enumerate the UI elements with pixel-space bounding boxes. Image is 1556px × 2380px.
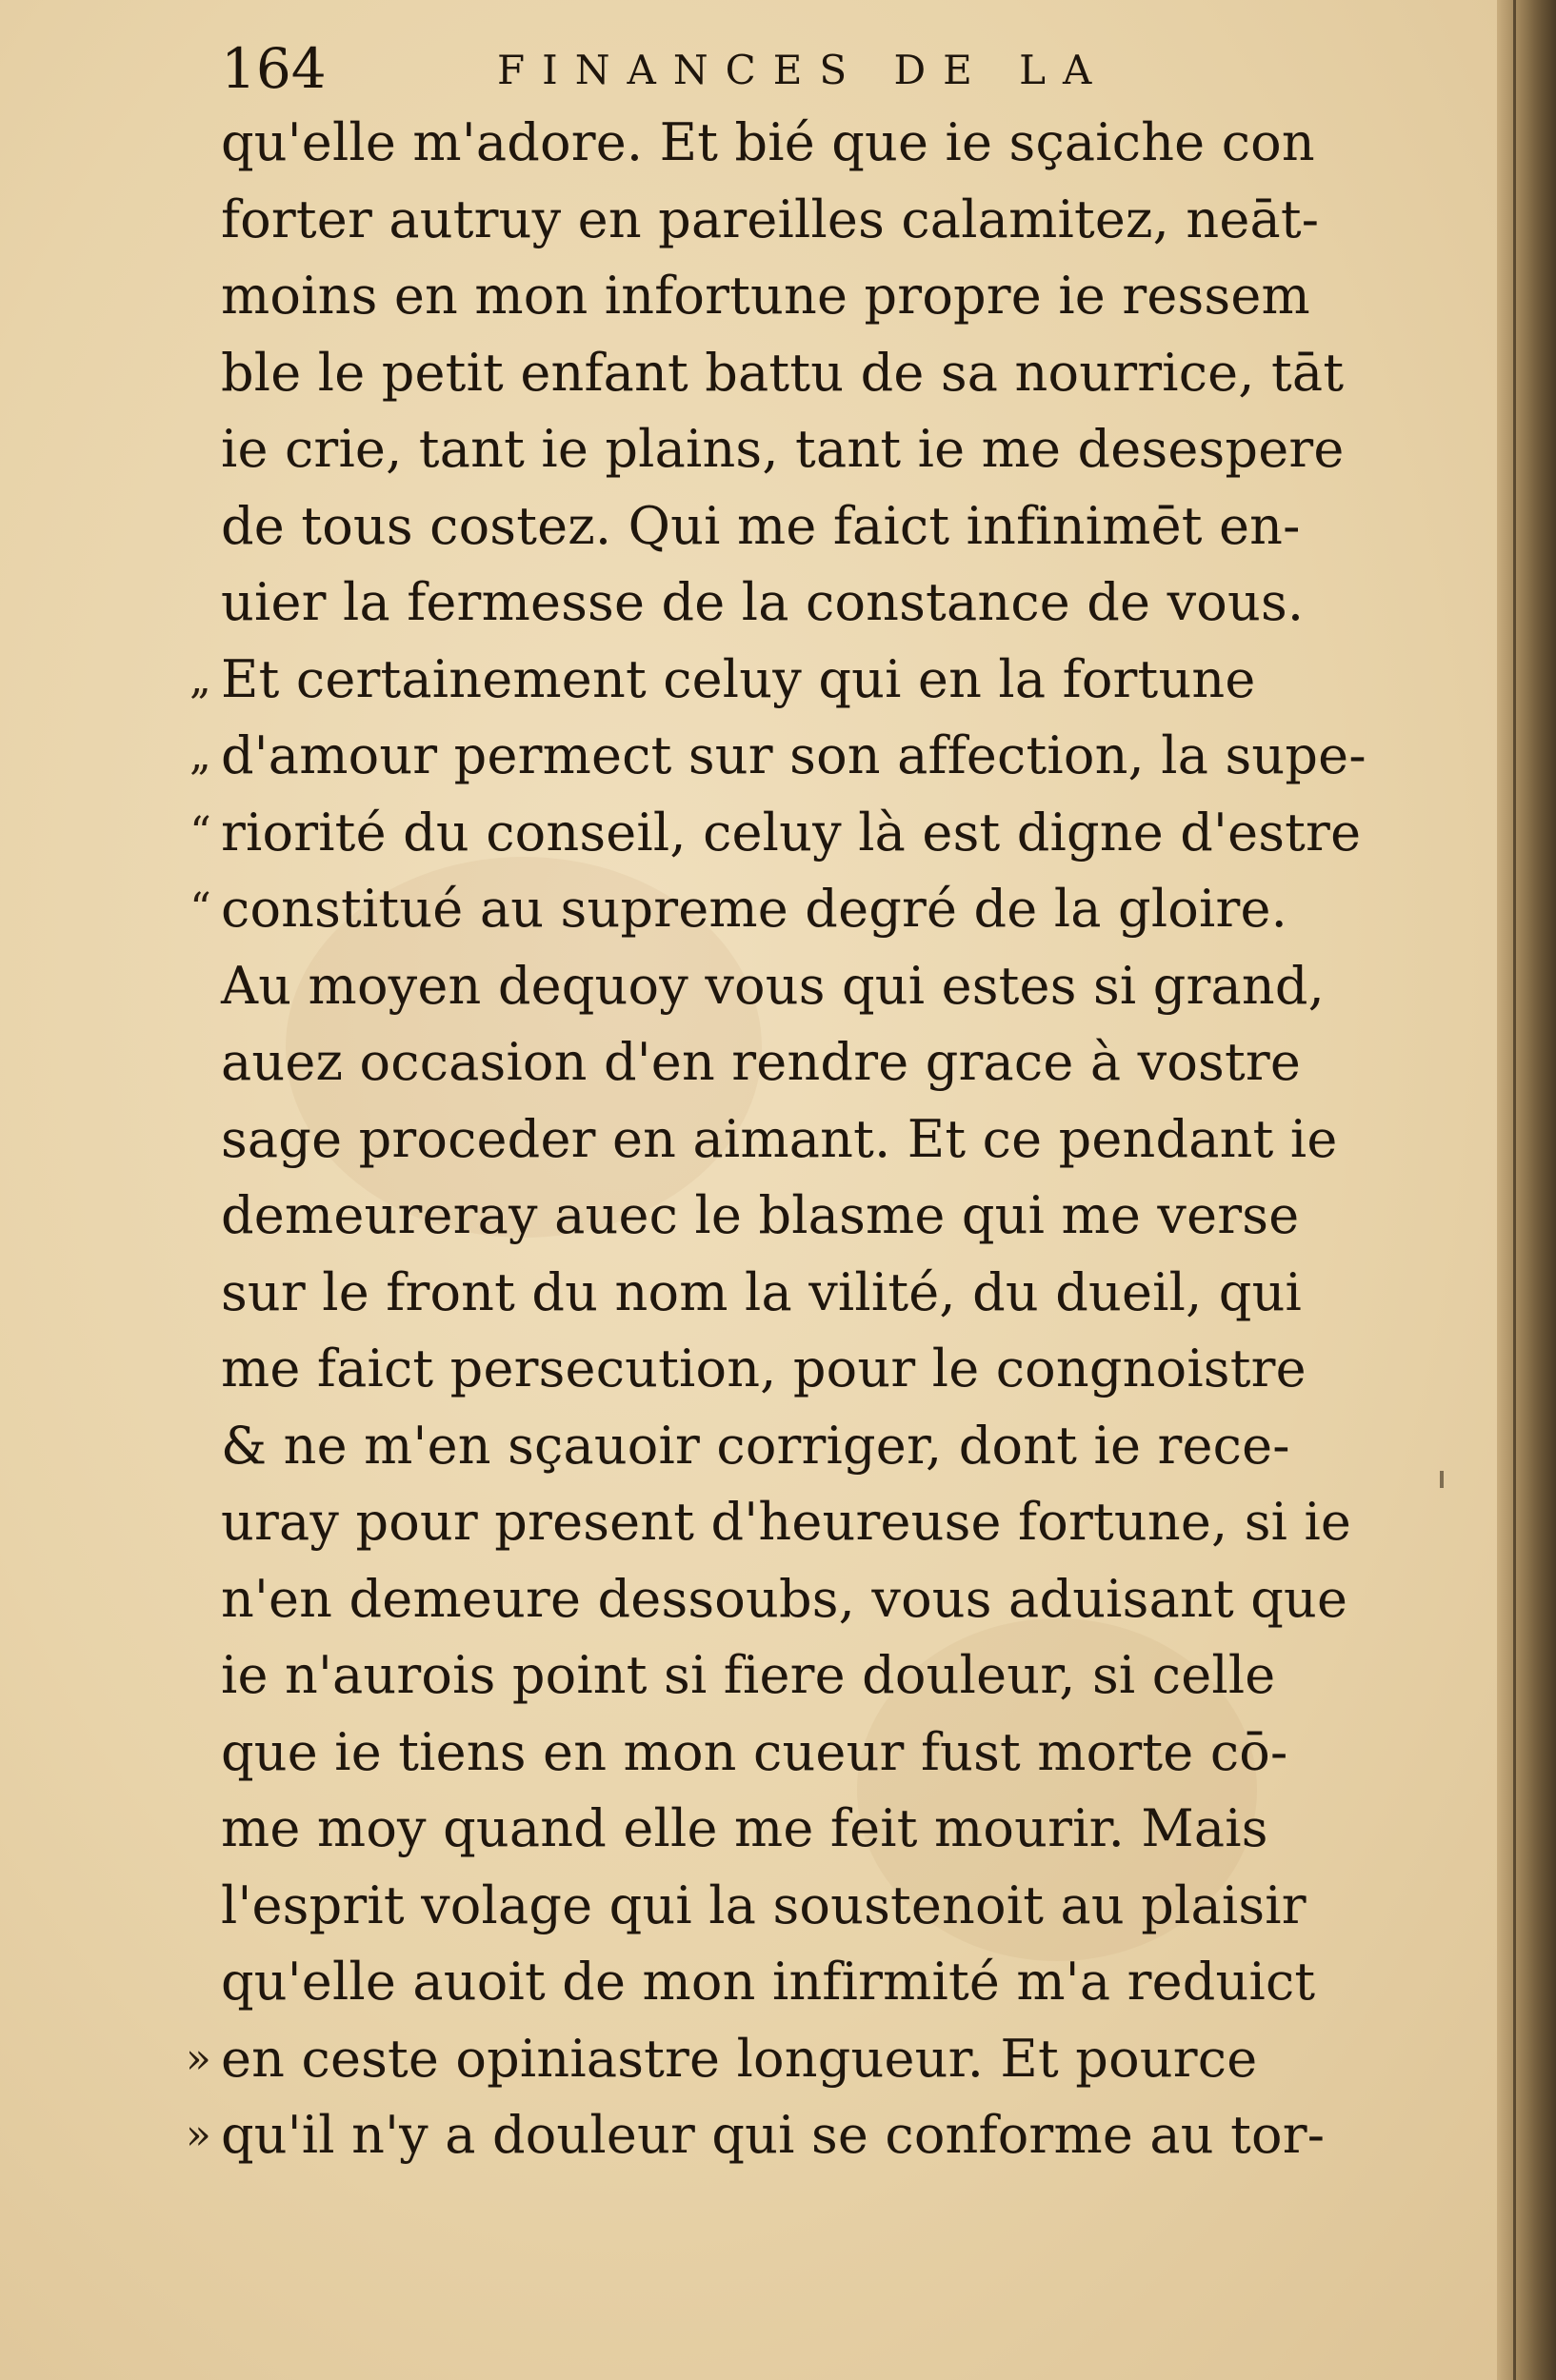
- text-line: [190, 871, 1364, 948]
- text-line-content: qu'elle auoit de mon infirmité m'a reduict: [221, 1952, 1316, 2012]
- text-line: [221, 948, 1364, 1025]
- text-line: [221, 335, 1364, 412]
- text-line: [221, 1331, 1364, 1408]
- text-line-content: qu'il n'y a douleur qui se conforme au tor-: [221, 2105, 1326, 2165]
- text-line-content: constitué au supreme degré de la gloire.: [221, 879, 1288, 939]
- quotation-marker: »: [185, 2033, 211, 2083]
- text-line: [221, 488, 1364, 565]
- running-title: FINANCES DE LA: [497, 47, 1109, 93]
- text-line-content: Et certainement celuy qui en la fortune: [221, 648, 1256, 709]
- quotation-marker: „: [190, 654, 211, 704]
- binding-edge: [1497, 0, 1556, 2380]
- binding-line: [1513, 0, 1516, 2380]
- text-line: [221, 565, 1364, 642]
- text-line: [190, 795, 1364, 872]
- text-line: [221, 1101, 1364, 1179]
- page-number: 164: [221, 36, 327, 101]
- quotation-marker: „: [190, 731, 211, 780]
- text-line-content: me moy quand elle me feit mourir. Mais: [221, 1798, 1268, 1858]
- text-line-content: sage proceder en aimant. Et ce pendant ie: [221, 1108, 1338, 1169]
- text-line: [221, 1944, 1364, 2021]
- text-line-content: ble le petit enfant battu de sa nourrice, tāt: [221, 342, 1345, 403]
- binding-mark: [1440, 1471, 1444, 1488]
- body-text: [185, 105, 1366, 2174]
- text-line-content: ie n'aurois point si fiere douleur, si celle: [221, 1645, 1276, 1705]
- text-line: [221, 1408, 1364, 1485]
- text-line: [221, 182, 1364, 259]
- text-line-content: sur le front du nom la vilité, du dueil, qui: [221, 1261, 1303, 1322]
- text-line-content: qu'elle m'adore. Et bié que ie sçaiche con: [221, 112, 1315, 172]
- text-line: [221, 1637, 1364, 1715]
- text-line: [221, 1484, 1364, 1561]
- text-line-content: que ie tiens en mon cueur fust morte cō-: [221, 1721, 1288, 1782]
- text-line-content: n'en demeure dessoubs, vous aduisant que: [221, 1568, 1348, 1629]
- text-line: [221, 1024, 1364, 1101]
- text-line: [221, 105, 1364, 182]
- text-line-content: auez occasion d'en rendre grace à vostre: [221, 1032, 1302, 1092]
- text-line: [221, 1791, 1364, 1868]
- text-line: [221, 1255, 1364, 1332]
- text-line-content: & ne m'en sçauoir corriger, dont ie rece-: [221, 1415, 1290, 1476]
- text-line: [221, 258, 1364, 335]
- quotation-marker: »: [185, 2111, 211, 2159]
- text-line: [221, 411, 1364, 488]
- quotation-marker: “: [190, 884, 211, 933]
- page-header: [221, 38, 1173, 99]
- text-line: [221, 1178, 1364, 1255]
- text-line-content: Au moyen dequoy vous qui estes si grand,: [221, 955, 1326, 1016]
- text-line: [185, 2021, 1364, 2098]
- text-line-content: de tous costez. Qui me faict infinimēt en-: [221, 495, 1301, 556]
- text-line: [190, 642, 1364, 719]
- text-line-content: me faict persecution, pour le congnoistre: [221, 1339, 1307, 1398]
- text-line-content: d'amour permect sur son affection, la supe-: [221, 725, 1366, 785]
- text-line: [221, 1561, 1364, 1638]
- quotation-marker: “: [190, 807, 211, 857]
- text-line-content: l'esprit volage qui la soustenoit au plaisir: [221, 1874, 1307, 1935]
- text-line-content: ie crie, tant ie plains, tant ie me desespere: [221, 419, 1345, 479]
- text-line: [190, 718, 1366, 795]
- text-line-content: moins en mon infortune propre ie ressem: [221, 266, 1310, 326]
- text-line: [221, 1868, 1364, 1945]
- text-line: [185, 2097, 1364, 2174]
- text-line-content: riorité du conseil, celuy là est digne d'estre: [221, 802, 1362, 863]
- text-line-content: forter autruy en pareilles calamitez, neāt-: [221, 188, 1320, 249]
- text-line-content: uier la fermesse de la constance de vous.: [221, 572, 1305, 632]
- text-line: [221, 1715, 1364, 1792]
- text-line-content: demeureray auec le blasme qui me verse: [221, 1185, 1300, 1245]
- text-line-content: uray pour present d'heureuse fortune, si ie: [221, 1492, 1352, 1552]
- text-line-content: en ceste opiniastre longueur. Et pource: [221, 2028, 1258, 2089]
